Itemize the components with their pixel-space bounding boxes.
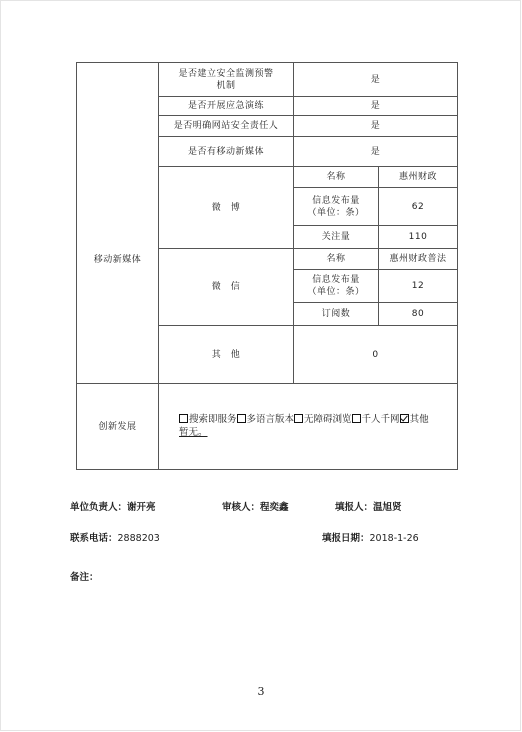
weixin-name-label: 名称 xyxy=(326,254,346,264)
weixin-subscribe-value: 80 xyxy=(411,309,425,319)
drill-label: 是否开展应急演练 xyxy=(187,101,264,111)
leader-value: 谢开亮 xyxy=(127,502,156,513)
date-value: 2018-1-26 xyxy=(369,533,419,544)
leader-field xyxy=(70,499,156,513)
weixin-label: 微 信 xyxy=(211,282,241,292)
phone-label: 联系电话： xyxy=(70,533,118,544)
option-accessibility: 无障碍浏览 xyxy=(304,414,352,425)
has-mobile-value: 是 xyxy=(370,146,381,157)
reviewer-value: 程奕鑫 xyxy=(260,502,289,513)
weibo-count-value: 62 xyxy=(411,201,425,212)
filler-label: 填报人： xyxy=(335,502,374,513)
responsible-label: 是否明确网站安全责任人 xyxy=(173,121,279,131)
checkbox-unchecked-icon[interactable] xyxy=(352,414,361,423)
option-multilingual: 多语言版本 xyxy=(246,414,295,425)
weixin-count-label: 信息发布量 （单位：条） xyxy=(307,275,365,297)
leader-label: 单位负责人： xyxy=(70,502,128,513)
weibo-name-label: 名称 xyxy=(326,172,346,182)
monitor-value: 是 xyxy=(370,74,381,85)
innovation-label: 创新发展 xyxy=(98,421,137,432)
weibo-label: 微 博 xyxy=(211,202,241,213)
phone-field xyxy=(70,530,160,544)
option-personalized: 千人千网 xyxy=(361,414,400,425)
other-value: 0 xyxy=(372,349,379,360)
weixin-count-value: 12 xyxy=(411,281,425,291)
innovation-options xyxy=(179,413,457,439)
weibo-follow-label: 关注量 xyxy=(321,232,351,242)
checkbox-checked-icon[interactable] xyxy=(400,414,409,423)
checkbox-unchecked-icon[interactable] xyxy=(237,414,246,423)
weixin-subscribe-label: 订阅数 xyxy=(321,309,351,319)
monitor-label: 是否建立安全监测预警 机制 xyxy=(178,68,274,91)
other-label: 其 他 xyxy=(211,349,241,360)
weibo-count-label: 信息发布量 （单位：条） xyxy=(307,195,365,218)
mobile-section-label: 移动新媒体 xyxy=(93,255,142,265)
option-other: 其他 xyxy=(409,414,429,425)
remark-label: 备注： xyxy=(70,572,99,583)
filler-value: 温旭贤 xyxy=(373,502,402,513)
weibo-name-value: 惠州财政 xyxy=(398,172,437,182)
checkbox-unchecked-icon[interactable] xyxy=(179,414,188,423)
phone-value: 2888203 xyxy=(117,533,160,544)
responsible-value: 是 xyxy=(370,121,381,131)
weibo-follow-value: 110 xyxy=(408,232,428,242)
reviewer-field xyxy=(222,499,289,513)
has-mobile-label: 是否有移动新媒体 xyxy=(187,146,264,157)
date-label: 填报日期： xyxy=(322,533,370,544)
reviewer-label: 审核人： xyxy=(222,502,261,513)
option-search-service: 搜索即服务 xyxy=(189,414,237,425)
drill-value: 是 xyxy=(370,101,381,111)
weixin-name-value: 惠州财政普法 xyxy=(389,254,447,264)
filler-field xyxy=(335,499,402,513)
innovation-note: 暂无。 xyxy=(179,427,208,438)
page-number: 3 xyxy=(257,685,265,698)
checkbox-unchecked-icon[interactable] xyxy=(294,414,303,423)
date-field xyxy=(322,530,419,544)
